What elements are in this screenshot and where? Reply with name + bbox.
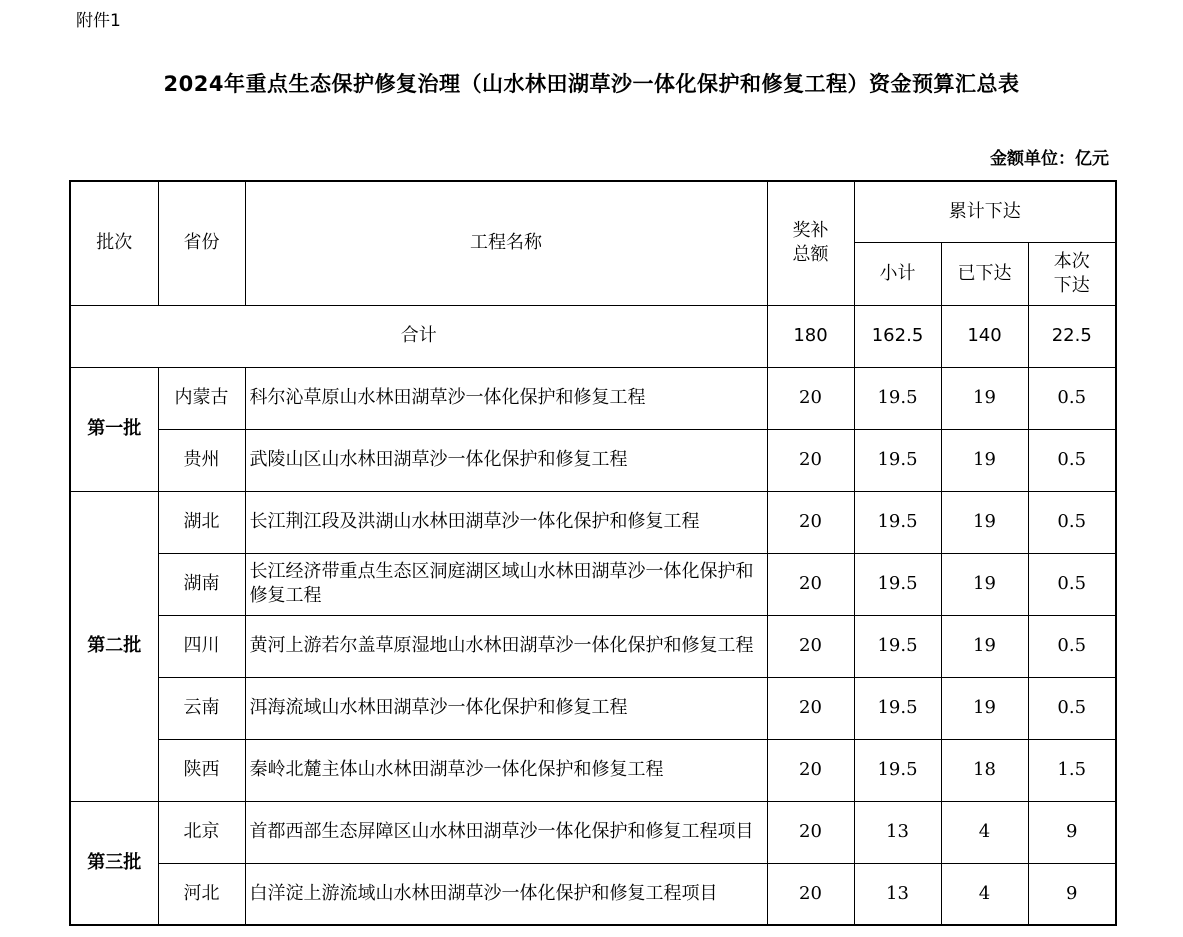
subtotal-cell: 19.5 xyxy=(854,739,941,801)
summary-current: 22.5 xyxy=(1028,305,1116,367)
budget-summary-table xyxy=(69,180,1117,926)
table-row xyxy=(70,491,1116,553)
header-total-award: 奖补总额 xyxy=(767,181,854,305)
table-row xyxy=(70,863,1116,925)
issued-cell: 19 xyxy=(941,367,1028,429)
total-award-cell: 20 xyxy=(767,491,854,553)
issued-cell: 19 xyxy=(941,491,1028,553)
subtotal-cell: 13 xyxy=(854,863,941,925)
issued-cell: 19 xyxy=(941,615,1028,677)
batch-cell: 第三批 xyxy=(70,801,158,925)
header-subtotal: 小计 xyxy=(854,242,941,305)
current-cell: 9 xyxy=(1028,801,1116,863)
province-cell: 内蒙古 xyxy=(158,367,245,429)
total-award-cell: 20 xyxy=(767,801,854,863)
project-cell: 白洋淀上游流域山水林田湖草沙一体化保护和修复工程项目 xyxy=(245,863,767,925)
project-cell: 武陵山区山水林田湖草沙一体化保护和修复工程 xyxy=(245,429,767,491)
province-cell: 贵州 xyxy=(158,429,245,491)
subtotal-cell: 19.5 xyxy=(854,553,941,615)
header-province: 省份 xyxy=(158,181,245,305)
table-body xyxy=(70,305,1116,925)
current-cell: 0.5 xyxy=(1028,677,1116,739)
summary-total-award: 180 xyxy=(767,305,854,367)
project-cell: 首都西部生态屏障区山水林田湖草沙一体化保护和修复工程项目 xyxy=(245,801,767,863)
province-cell: 湖北 xyxy=(158,491,245,553)
province-cell: 云南 xyxy=(158,677,245,739)
subtotal-cell: 19.5 xyxy=(854,677,941,739)
batch-cell: 第二批 xyxy=(70,491,158,801)
total-award-cell: 20 xyxy=(767,615,854,677)
table-row xyxy=(70,801,1116,863)
header-cumulative: 累计下达 xyxy=(854,181,1116,242)
issued-cell: 18 xyxy=(941,739,1028,801)
total-award-cell: 20 xyxy=(767,367,854,429)
province-cell: 四川 xyxy=(158,615,245,677)
current-cell: 0.5 xyxy=(1028,553,1116,615)
subtotal-cell: 13 xyxy=(854,801,941,863)
table-row xyxy=(70,739,1116,801)
table-row xyxy=(70,677,1116,739)
table-row xyxy=(70,367,1116,429)
subtotal-cell: 19.5 xyxy=(854,615,941,677)
header-current: 本次下达 xyxy=(1028,242,1116,305)
province-cell: 北京 xyxy=(158,801,245,863)
project-cell: 长江经济带重点生态区洞庭湖区域山水林田湖草沙一体化保护和修复工程 xyxy=(245,553,767,615)
summary-row xyxy=(70,305,1116,367)
project-cell: 科尔沁草原山水林田湖草沙一体化保护和修复工程 xyxy=(245,367,767,429)
summary-subtotal: 162.5 xyxy=(854,305,941,367)
current-cell: 0.5 xyxy=(1028,615,1116,677)
header-batch: 批次 xyxy=(70,181,158,305)
table-row xyxy=(70,553,1116,615)
province-cell: 河北 xyxy=(158,863,245,925)
subtotal-cell: 19.5 xyxy=(854,367,941,429)
project-cell: 长江荆江段及洪湖山水林田湖草沙一体化保护和修复工程 xyxy=(245,491,767,553)
issued-cell: 4 xyxy=(941,801,1028,863)
province-cell: 陕西 xyxy=(158,739,245,801)
header-row-1 xyxy=(70,181,1116,242)
current-cell: 1.5 xyxy=(1028,739,1116,801)
document-title: 2024年重点生态保护修复治理（山水林田湖草沙一体化保护和修复工程）资金预算汇总表 xyxy=(163,72,1020,96)
project-cell: 洱海流域山水林田湖草沙一体化保护和修复工程 xyxy=(245,677,767,739)
issued-cell: 19 xyxy=(941,553,1028,615)
current-cell: 0.5 xyxy=(1028,367,1116,429)
summary-label: 合计 xyxy=(70,305,767,367)
batch-cell: 第一批 xyxy=(70,367,158,491)
attachment-label: 附件1 xyxy=(76,11,121,31)
unit-label: 金额单位：亿元 xyxy=(990,149,1109,169)
current-cell: 0.5 xyxy=(1028,491,1116,553)
subtotal-cell: 19.5 xyxy=(854,491,941,553)
issued-cell: 4 xyxy=(941,863,1028,925)
issued-cell: 19 xyxy=(941,429,1028,491)
total-award-cell: 20 xyxy=(767,739,854,801)
header-issued: 已下达 xyxy=(941,242,1028,305)
project-cell: 秦岭北麓主体山水林田湖草沙一体化保护和修复工程 xyxy=(245,739,767,801)
total-award-cell: 20 xyxy=(767,863,854,925)
table-row xyxy=(70,429,1116,491)
province-cell: 湖南 xyxy=(158,553,245,615)
subtotal-cell: 19.5 xyxy=(854,429,941,491)
current-cell: 0.5 xyxy=(1028,429,1116,491)
total-award-cell: 20 xyxy=(767,429,854,491)
header-project: 工程名称 xyxy=(245,181,767,305)
total-award-cell: 20 xyxy=(767,677,854,739)
current-cell: 9 xyxy=(1028,863,1116,925)
total-award-cell: 20 xyxy=(767,553,854,615)
project-cell: 黄河上游若尔盖草原湿地山水林田湖草沙一体化保护和修复工程 xyxy=(245,615,767,677)
summary-issued: 140 xyxy=(941,305,1028,367)
issued-cell: 19 xyxy=(941,677,1028,739)
table-row xyxy=(70,615,1116,677)
